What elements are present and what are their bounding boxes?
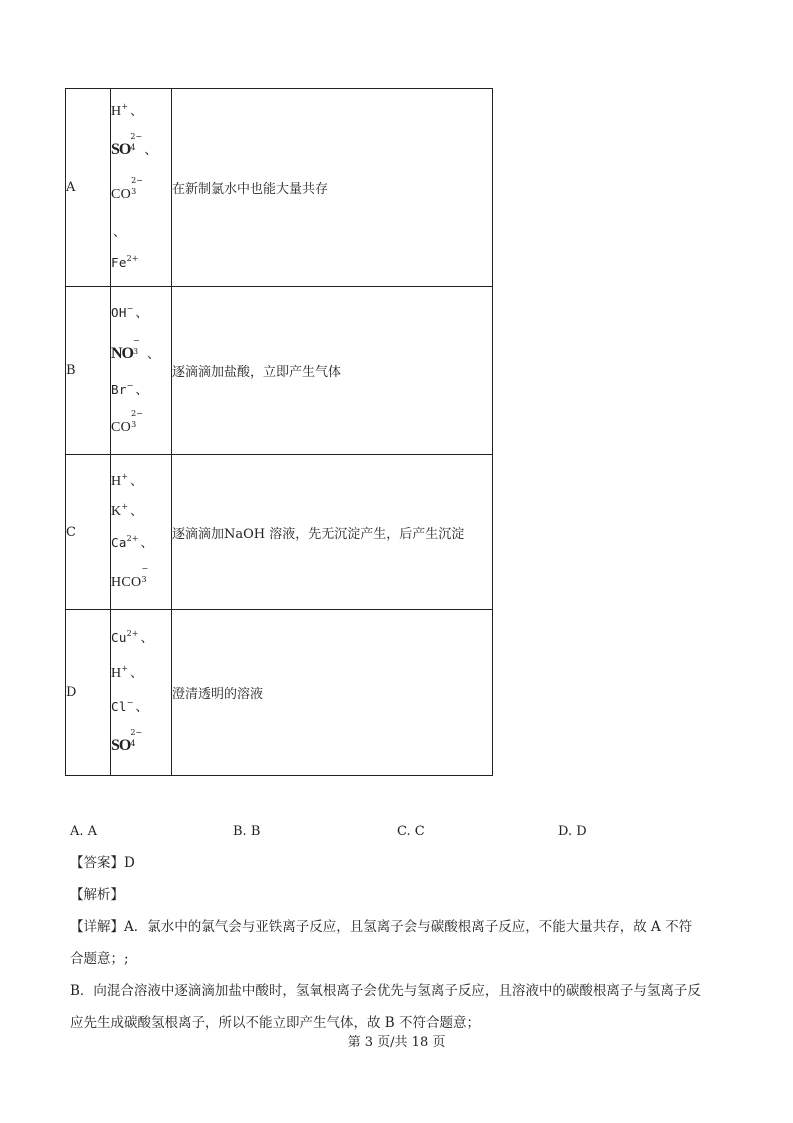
ion-subscript: 4 bbox=[130, 143, 136, 152]
answer-choices bbox=[70, 824, 590, 840]
ion-formula: OH bbox=[111, 304, 127, 320]
choice-b: B. B bbox=[233, 824, 261, 839]
ion-separator: 、 bbox=[130, 104, 144, 119]
ion-formula: Cu bbox=[111, 629, 127, 645]
ion-entry bbox=[111, 226, 171, 239]
analysis-heading: 【解析】 bbox=[70, 887, 124, 903]
ion-charge: + bbox=[121, 471, 129, 481]
table-row bbox=[66, 610, 493, 776]
ion-formula: Cl bbox=[111, 698, 127, 714]
ion-subscript: 4 bbox=[130, 738, 136, 748]
ion-entry bbox=[111, 563, 171, 590]
ion-formula: Br bbox=[111, 381, 127, 397]
ion-entry bbox=[111, 533, 171, 551]
table-row bbox=[66, 89, 493, 287]
ion-entry bbox=[111, 727, 171, 754]
ion-separator: 、 bbox=[113, 225, 127, 240]
ion-separator: 、 bbox=[135, 305, 149, 321]
option-letter: B bbox=[66, 287, 111, 455]
ion-entry bbox=[111, 628, 171, 646]
ion-formula: CO bbox=[111, 419, 132, 435]
ion-charge: 2− bbox=[130, 132, 143, 141]
detail-line-1: 【详解】A．氯水中的氯气会与亚铁离子反应，且氢离子会与碳酸根离子反应，不能大量共存，故 A 不符 bbox=[70, 919, 693, 935]
ion-entry bbox=[111, 471, 171, 489]
choice-d: D. D bbox=[558, 824, 587, 839]
ion-charge: − bbox=[126, 697, 134, 707]
ion-charge: 2+ bbox=[126, 628, 139, 638]
ion-formula: H bbox=[111, 665, 122, 681]
ion-charge: − bbox=[133, 335, 140, 345]
ion-list bbox=[111, 610, 172, 776]
question-table bbox=[65, 88, 493, 776]
ion-formula: H bbox=[111, 104, 122, 119]
ion-separator: 、 bbox=[140, 535, 154, 551]
option-letter: D bbox=[66, 610, 111, 776]
ion-entry bbox=[111, 335, 171, 362]
condition-text: 逐滴滴加NaOH 溶液，先无沉淀产生，后产生沉淀 bbox=[172, 455, 493, 610]
ion-subscript: 3 bbox=[133, 346, 139, 356]
ion-charge: 2+ bbox=[126, 254, 139, 263]
condition-text: 逐滴滴加盐酸，立即产生气体 bbox=[172, 287, 493, 455]
ion-formula: SO bbox=[111, 736, 131, 754]
ion-charge: + bbox=[121, 663, 129, 673]
ion-separator: 、 bbox=[130, 665, 144, 681]
ion-entry bbox=[111, 176, 171, 202]
ion-subscript: 3 bbox=[141, 574, 147, 584]
table-row bbox=[66, 455, 493, 610]
ion-entry bbox=[111, 408, 171, 435]
ion-entry bbox=[111, 501, 171, 519]
ion-subscript: 3 bbox=[131, 419, 137, 429]
ion-formula: H bbox=[111, 473, 122, 489]
ion-separator: 、 bbox=[140, 630, 154, 646]
ion-separator: 、 bbox=[135, 382, 149, 398]
ion-charge-stack bbox=[131, 408, 143, 431]
ion-charge-stack bbox=[130, 132, 143, 154]
option-letter: C bbox=[66, 455, 111, 610]
ion-charge: − bbox=[126, 380, 134, 390]
detail-line-3: B．向混合溶液中逐滴滴加盐中酸时，氢氧根离子会优先与氢离子反应，且溶液中的碳酸根离子与氢离子反 bbox=[70, 983, 701, 999]
ion-subscript: 3 bbox=[131, 187, 137, 196]
choice-a: A. A bbox=[70, 824, 98, 839]
ion-charge-stack bbox=[141, 563, 153, 586]
page-footer: 第 3 页/共 18 页 bbox=[347, 1035, 446, 1050]
ion-formula: SO bbox=[111, 141, 131, 158]
choice-c: C. C bbox=[397, 824, 425, 839]
ion-separator: 、 bbox=[135, 699, 149, 715]
ion-list bbox=[111, 89, 172, 287]
ion-charge: + bbox=[121, 102, 129, 111]
ion-separator: 、 bbox=[130, 473, 144, 489]
ion-separator: 、 bbox=[144, 143, 158, 158]
ion-formula: CO bbox=[111, 187, 132, 202]
ion-list bbox=[111, 287, 172, 455]
ion-formula: K bbox=[111, 503, 122, 519]
ion-entry bbox=[111, 254, 171, 270]
ion-formula: Ca bbox=[111, 534, 127, 550]
condition-text: 澄清透明的溶液 bbox=[172, 610, 493, 776]
ion-charge: 2+ bbox=[126, 533, 139, 543]
condition-text: 在新制氯水中也能大量共存 bbox=[172, 89, 493, 287]
ion-charge-stack bbox=[133, 335, 145, 358]
ion-charge: − bbox=[126, 303, 134, 313]
ion-charge: 2− bbox=[130, 727, 143, 737]
ion-entry bbox=[111, 380, 171, 398]
ion-separator: 、 bbox=[130, 503, 144, 519]
ion-charge: − bbox=[141, 563, 149, 573]
detail-line-4: 应先生成碳酸氢根离子，所以不能立即产生气体，故 B 不符合题意； bbox=[70, 1015, 481, 1031]
answer-line: 【答案】D bbox=[70, 855, 135, 871]
ion-formula: HCO bbox=[111, 574, 142, 590]
ion-charge: 2− bbox=[131, 408, 143, 418]
ion-list bbox=[111, 455, 172, 610]
ion-charge: + bbox=[121, 501, 129, 511]
table-row bbox=[66, 287, 493, 455]
ion-separator: 、 bbox=[147, 346, 161, 362]
option-letter: A bbox=[66, 89, 111, 287]
ion-charge-stack bbox=[130, 727, 143, 750]
ion-entry bbox=[111, 132, 171, 158]
ion-entry bbox=[111, 697, 171, 715]
ion-entry bbox=[111, 102, 171, 119]
ion-charge-stack bbox=[131, 176, 143, 198]
ion-entry bbox=[111, 663, 171, 681]
ion-formula: Fe bbox=[111, 255, 127, 270]
ion-charge: 2− bbox=[131, 176, 143, 185]
ion-entry bbox=[111, 303, 171, 321]
detail-line-2: 合题意；; bbox=[70, 951, 129, 967]
ion-formula: NO bbox=[111, 344, 133, 362]
